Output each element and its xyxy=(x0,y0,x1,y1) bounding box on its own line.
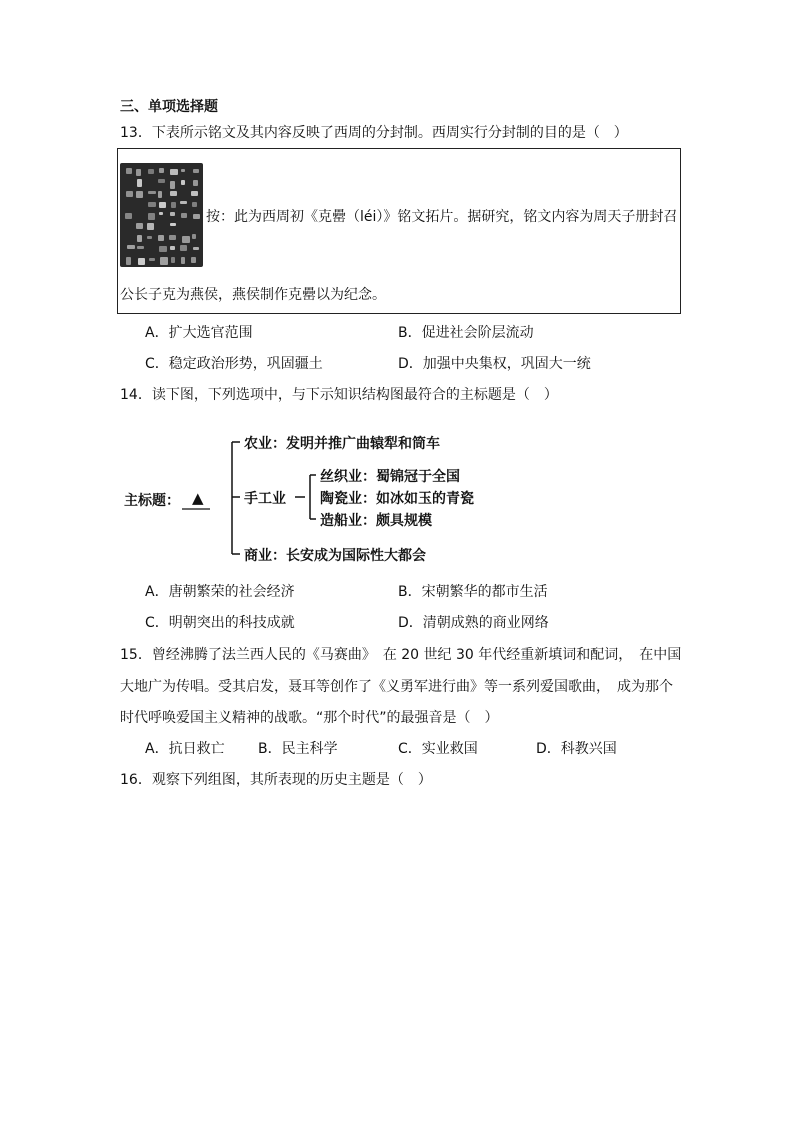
rubbing-glyph xyxy=(147,223,154,229)
rubbing-glyph xyxy=(170,246,175,251)
rubbing-glyph xyxy=(159,168,164,173)
rubbing-glyph xyxy=(181,257,186,265)
rubbing-glyph xyxy=(192,202,197,207)
rubbing-glyph xyxy=(192,234,196,239)
rubbing-glyph xyxy=(170,191,177,197)
shipbuilding-item: 造船业：颇具规模 xyxy=(320,513,432,529)
q13-option-d[interactable]: D．加强中央集权，巩固大一统 xyxy=(398,356,591,372)
commerce-item: 商业：长安成为国际性大都会 xyxy=(244,548,426,564)
knowledge-structure-diagram xyxy=(120,430,500,565)
rubbing-glyph xyxy=(170,181,174,189)
q14-option-d[interactable]: D．清朝成熟的商业网络 xyxy=(398,615,549,631)
rubbing-glyph xyxy=(159,246,167,252)
question-15-line2: 大地广为传唱。受其启发，聂耳等创作了《义勇军进行曲》等一系列爱国歌曲， 成为那个 xyxy=(120,679,673,695)
q15-option-b[interactable]: B．民主科学 xyxy=(258,741,338,757)
rubbing-glyph xyxy=(149,258,155,261)
rubbing-glyph xyxy=(126,168,132,174)
agriculture-item: 农业：发明并推广曲辕犁和筒车 xyxy=(244,436,440,452)
inscription-rubbing-image xyxy=(120,163,203,267)
rubbing-glyph xyxy=(158,191,162,198)
rubbing-glyph xyxy=(158,235,164,241)
rubbing-glyph xyxy=(170,169,178,175)
rubbing-glyph xyxy=(181,180,185,185)
question-15-line1: 15．曾经沸腾了法兰西人民的《马赛曲》 在 20 世纪 30 年代经重新填词和配词， 在中国 xyxy=(120,647,682,663)
rubbing-glyph xyxy=(171,202,177,207)
rubbing-glyph xyxy=(138,258,146,265)
q14-option-c[interactable]: C．明朝突出的科技成就 xyxy=(145,615,295,631)
rubbing-glyph xyxy=(193,214,201,219)
rubbing-glyph xyxy=(148,191,156,194)
question-14-stem: 14．读下图，下列选项中，与下示知识结构图最符合的主标题是（ ） xyxy=(120,387,558,403)
q14-option-a[interactable]: A．唐朝繁荣的社会经济 xyxy=(145,584,295,600)
question-13-stem: 13．下表所示铭文及其内容反映了西周的分封制。西周实行分封制的目的是（ ） xyxy=(120,125,628,141)
q15-option-a[interactable]: A．抗日救亡 xyxy=(145,741,225,757)
rubbing-glyph xyxy=(136,191,143,197)
rubbing-glyph xyxy=(191,257,196,263)
rubbing-glyph xyxy=(126,257,131,265)
blank-triangle-icon: ▲ xyxy=(192,489,204,507)
rubbing-glyph xyxy=(169,235,176,240)
rubbing-glyph xyxy=(159,202,166,208)
silk-item: 丝织业：蜀锦冠于全国 xyxy=(320,469,460,485)
q13-option-c[interactable]: C．稳定政治形势，巩固疆土 xyxy=(145,356,323,372)
rubbing-glyph xyxy=(181,213,188,219)
rubbing-glyph xyxy=(125,213,131,218)
rubbing-glyph xyxy=(137,179,142,186)
rubbing-glyph xyxy=(148,202,156,207)
rubbing-glyph xyxy=(127,245,135,249)
rubbing-glyph xyxy=(193,180,198,186)
rubbing-glyph xyxy=(193,247,199,250)
rubbing-glyph xyxy=(191,191,198,197)
rubbing-glyph xyxy=(126,191,133,197)
rubbing-glyph xyxy=(193,169,199,173)
rubbing-glyph xyxy=(159,212,163,215)
rubbing-glyph xyxy=(171,257,176,262)
section-title: 三、单项选择题 xyxy=(120,99,218,115)
rubbing-glyph xyxy=(147,236,151,239)
rubbing-glyph xyxy=(170,223,176,226)
q13-option-a[interactable]: A．扩大选官范围 xyxy=(145,325,253,341)
q14-option-b[interactable]: B．宋朝繁华的都市生活 xyxy=(398,584,548,600)
rubbing-glyph xyxy=(148,213,155,221)
question-15-line3: 时代呼唤爱国主义精神的战歌。“那个时代”的最强音是（ ） xyxy=(120,710,499,726)
q13-option-b[interactable]: B．促进社会阶层流动 xyxy=(398,325,534,341)
inscription-caption-line1: 按：此为西周初《克罍（léi）》铭文拓片。据研究，铭文内容为周天子册封召 xyxy=(206,209,678,225)
handicraft-item: 手工业 xyxy=(244,491,286,507)
rubbing-glyph xyxy=(182,236,190,243)
rubbing-glyph xyxy=(180,201,187,204)
rubbing-glyph xyxy=(137,246,144,250)
rubbing-glyph xyxy=(137,235,143,242)
inscription-caption-line2: 公长子克为燕侯，燕侯制作克罍以为纪念。 xyxy=(120,287,386,303)
rubbing-glyph xyxy=(160,257,168,264)
rubbing-glyph xyxy=(148,169,153,174)
rubbing-glyph xyxy=(180,245,187,251)
main-title-label: 主标题： xyxy=(124,493,180,509)
question-16-stem: 16．观察下列组图，其所表现的历史主题是（ ） xyxy=(120,772,432,788)
q15-option-d[interactable]: D．科教兴国 xyxy=(536,741,617,757)
rubbing-glyph xyxy=(158,179,165,182)
rubbing-glyph xyxy=(170,212,175,216)
porcelain-item: 陶瓷业：如冰如玉的青瓷 xyxy=(320,491,474,507)
rubbing-glyph xyxy=(136,169,141,176)
rubbing-glyph xyxy=(181,169,185,172)
rubbing-glyph xyxy=(136,223,143,229)
q15-option-c[interactable]: C．实业救国 xyxy=(398,741,478,757)
